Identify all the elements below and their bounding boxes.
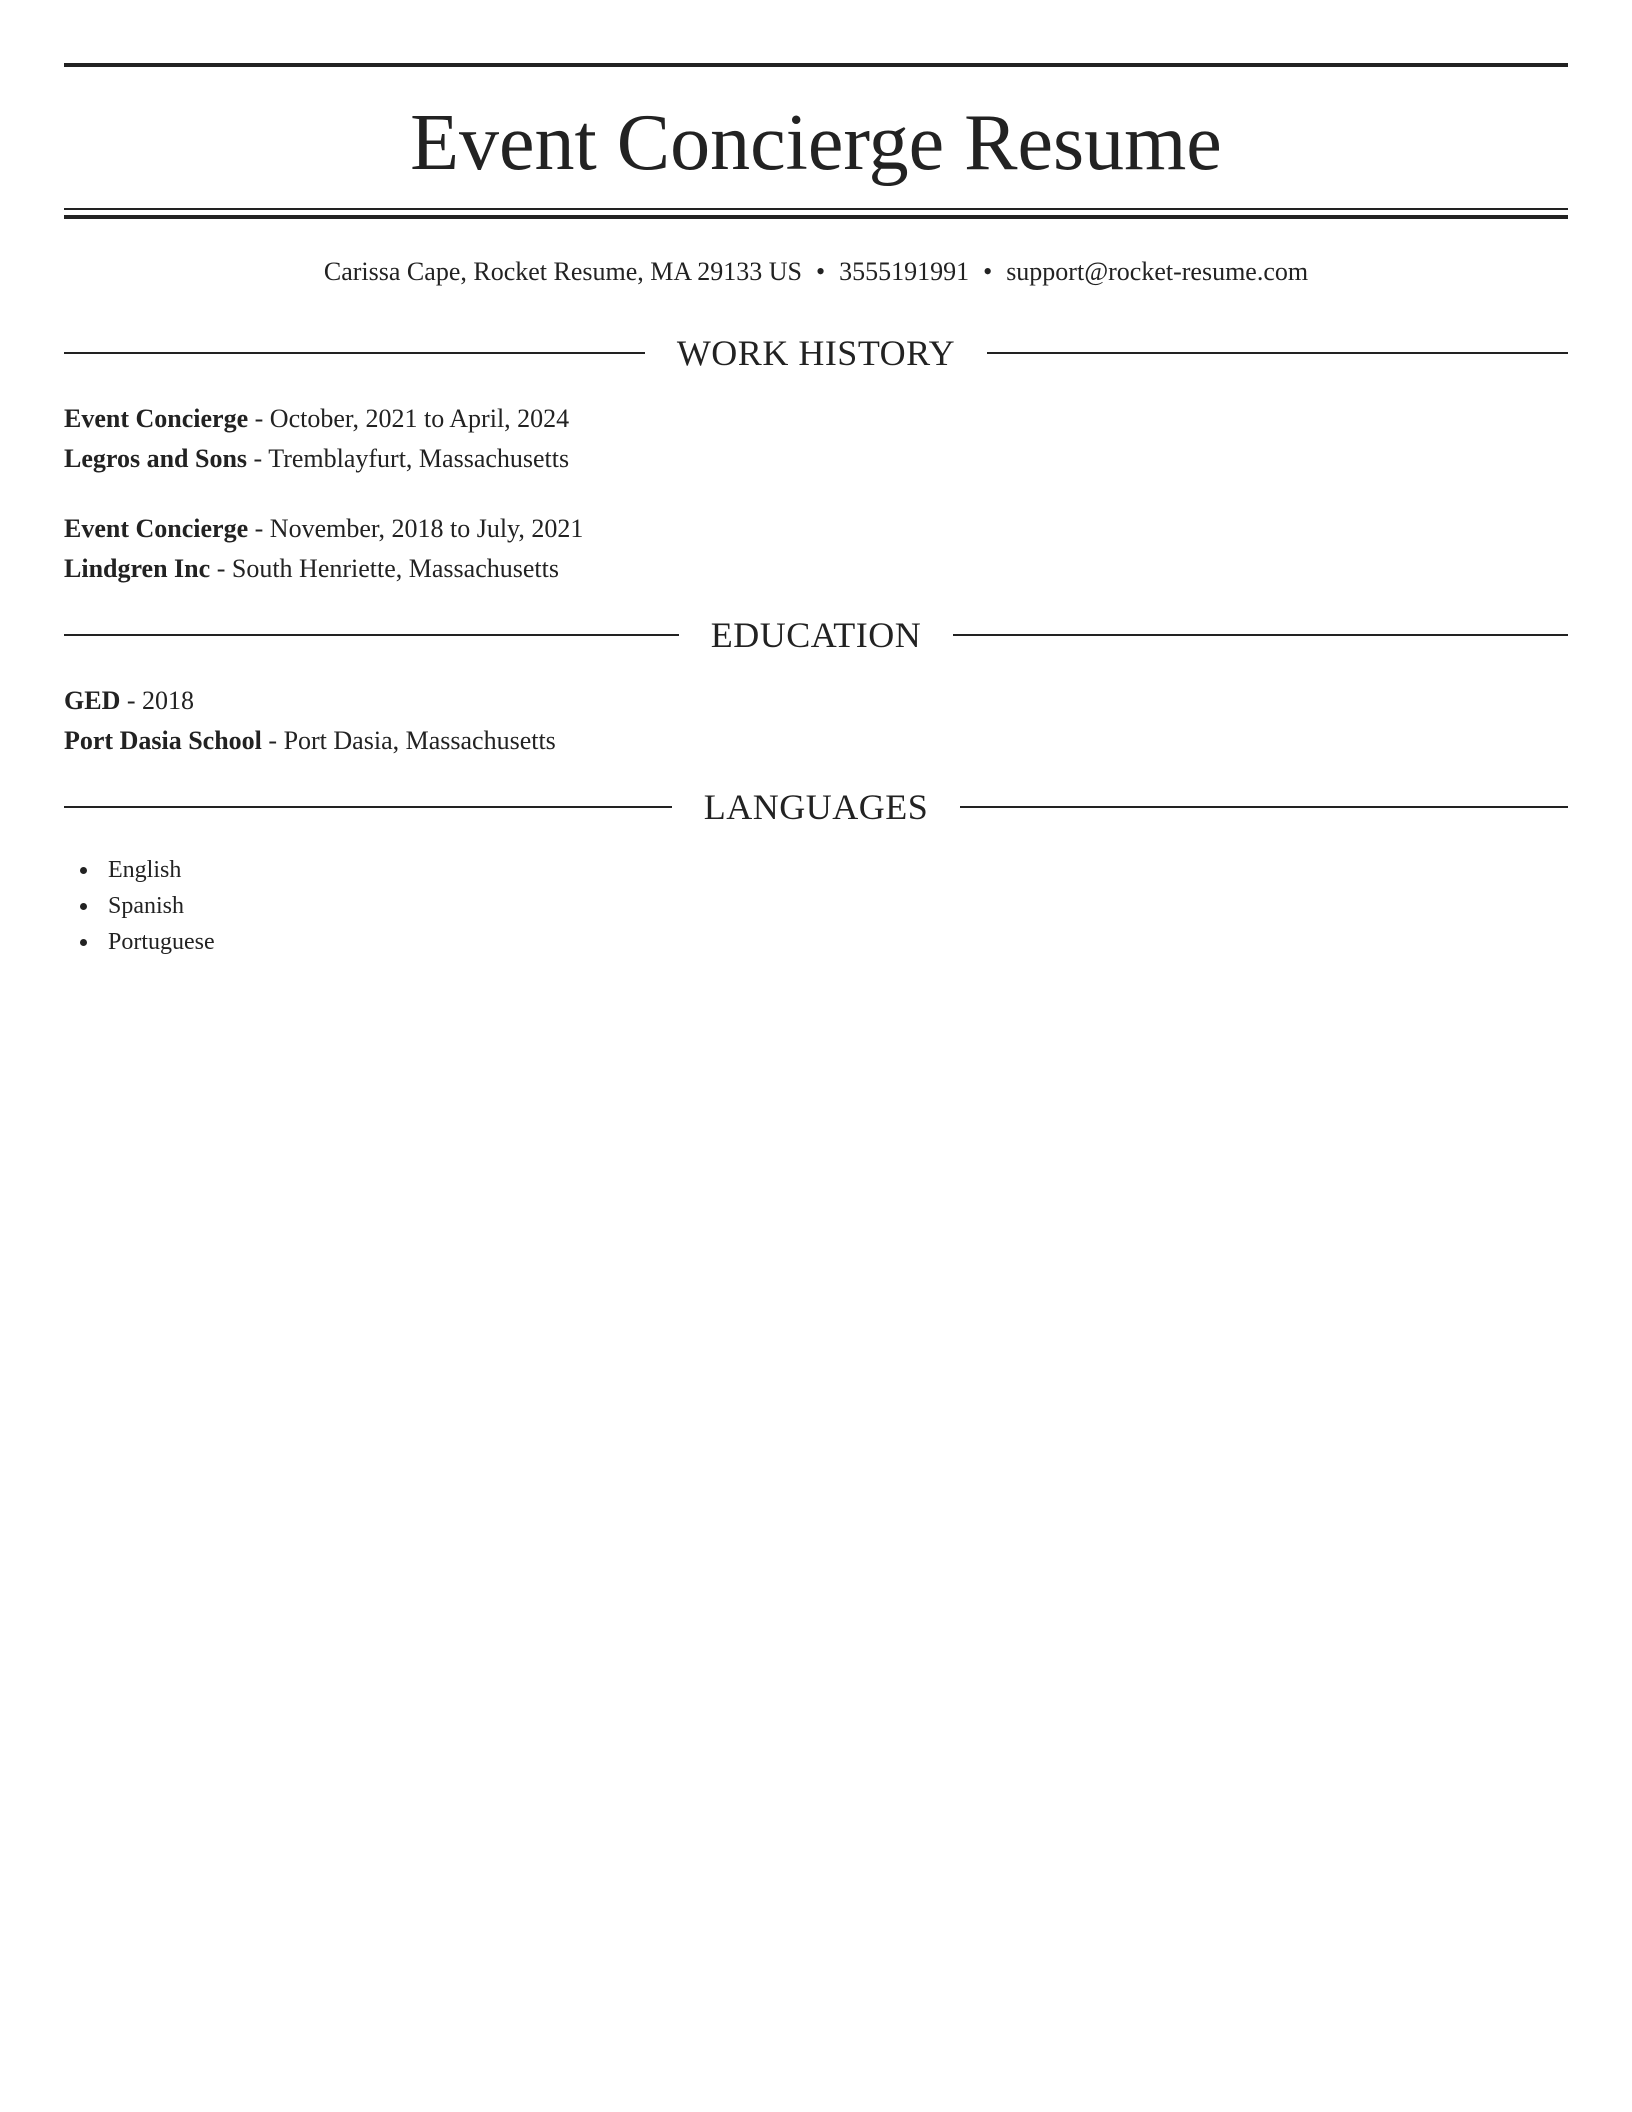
contact-phone: 3555191991: [839, 257, 970, 286]
education-school: Port Dasia School: [64, 726, 262, 755]
dash: -: [210, 554, 232, 583]
work-entry-role: Event Concierge: [64, 514, 249, 543]
contact-separator: •: [983, 257, 993, 286]
list-item: [64, 852, 215, 888]
contact-separator: •: [815, 257, 826, 286]
dash: -: [248, 404, 270, 433]
dash: -: [247, 444, 269, 473]
bullet-icon: [80, 939, 87, 946]
list-item: [64, 888, 215, 924]
section-title: WORK HISTORY: [676, 333, 956, 373]
work-entry-dates: October, 2021 to April, 2024: [269, 404, 570, 433]
dash: -: [261, 726, 284, 755]
language-label: Portuguese: [108, 929, 215, 955]
languages-heading: [64, 785, 1568, 829]
section-title: LANGUAGES: [703, 787, 929, 827]
contact-email: support@rocket-resume.com: [1006, 257, 1309, 286]
dash: -: [120, 686, 143, 715]
languages-list: [64, 852, 215, 960]
section-title: EDUCATION: [710, 615, 922, 655]
heading-rule-left: [64, 806, 672, 808]
work-entry-dates: November, 2018 to July, 2021: [269, 514, 584, 543]
bullet-icon: [80, 867, 87, 874]
education-location: Port Dasia, Massachusetts: [283, 726, 556, 755]
work-entry-location: South Henriette, Massachusetts: [231, 554, 559, 583]
contact-address: Carissa Cape, Rocket Resume, MA 29133 US: [323, 257, 802, 286]
bullet-icon: [80, 903, 87, 910]
title-rule-thin: [64, 208, 1568, 210]
work-entry-location: Tremblayfurt, Massachusetts: [268, 444, 570, 473]
heading-rule-left: [64, 634, 679, 636]
work-entry-company: Lindgren Inc: [64, 554, 211, 583]
top-rule: [64, 63, 1568, 67]
heading-rule-right: [987, 352, 1568, 354]
work-entry-company: Legros and Sons: [64, 444, 248, 473]
heading-rule-left: [64, 352, 645, 354]
language-label: English: [108, 857, 182, 883]
education-heading: [64, 613, 1568, 657]
title-rule-thick: [64, 215, 1568, 219]
language-label: Spanish: [108, 893, 185, 919]
work-entry-2-company-line: [64, 549, 559, 589]
heading-rule-right: [960, 806, 1568, 808]
dash: -: [248, 514, 270, 543]
education-degree: GED: [64, 686, 121, 715]
education-year: 2018: [142, 686, 195, 715]
education-entry-degree-line: [64, 681, 194, 721]
education-entry-school-line: [64, 721, 556, 761]
contact-line: [64, 252, 1568, 292]
work-entry-2-title-line: [64, 509, 583, 549]
work-entry-role: Event Concierge: [64, 404, 249, 433]
page-title: Event Concierge Resume: [410, 99, 1222, 187]
heading-rule-right: [953, 634, 1568, 636]
work-entry-1-company-line: [64, 439, 569, 479]
list-item: [64, 924, 215, 960]
work-history-heading: [64, 331, 1568, 375]
work-entry-1-title-line: [64, 399, 569, 439]
